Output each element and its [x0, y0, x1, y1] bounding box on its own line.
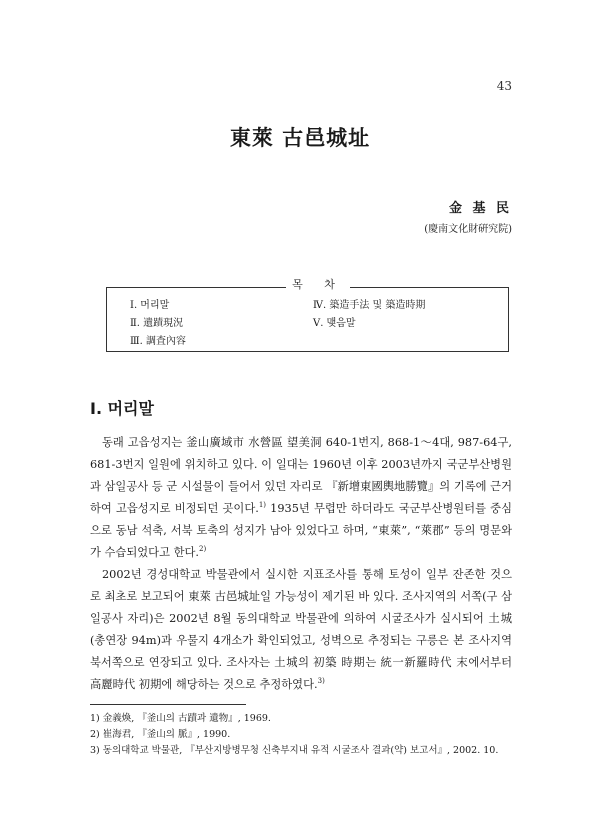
paragraph-text: 1935년 무렵만 하더라도 국군부산병원터를 중심으로 동남 석축, 서북 토축의 성지가 남아 있었다고 하며, “東萊”, “萊郡” 등의 명문와가 수습되었다고 한다.	[90, 502, 512, 559]
toc-heading: 목 차	[286, 276, 350, 292]
footnote-ref: 1)	[258, 501, 267, 510]
author-name: 金 基 民	[448, 201, 512, 216]
toc-item: Ⅴ. 맺음말	[313, 318, 356, 329]
paper-title: 東萊 古邑城址	[229, 125, 371, 150]
footnote: 3) 동의대학교 박물관, 『부산지방병무청 신축부지내 유적 시굴조사 결과(약) 보고서』, 2002. 10.	[90, 745, 499, 756]
author-affiliation: (慶南文化財硏究院)	[424, 224, 512, 235]
footnote-ref: 3)	[317, 677, 325, 686]
footnotes	[90, 711, 498, 759]
toc-item: Ⅳ. 築造手法 및 築造時期	[313, 300, 426, 311]
toc-left-column	[130, 297, 186, 351]
footnote-divider	[90, 704, 246, 705]
toc-item: Ⅰ. 머리말	[130, 300, 170, 311]
page-number: 43	[496, 79, 512, 93]
toc-right-column	[313, 297, 425, 333]
footnote: 2) 崔海君, 『釜山의 脈』, 1990.	[90, 729, 231, 740]
body-text	[90, 432, 512, 696]
paragraph	[90, 432, 512, 564]
paragraph-text: 동래 고읍성지는 釜山廣域市 水營區 望美洞 640-1번지, 868-1～4대, 987-64구, 681-3번지 일원에 위치하고 있다. 이 일대는 1960년 이후 2003년까지 국군부산병원과 삼일공사 등 군 시설물이 들어서 있던 자리로 『新增東國輿地勝覽』의 기록에 근거하여 고읍성지로 비정되던 곳이다.	[90, 436, 512, 515]
footnote: 1) 金義煥, 『釜山의 古蹟과 遺物』, 1969.	[90, 713, 271, 724]
toc-item: Ⅱ. 遺蹟現況	[130, 318, 184, 329]
toc-item: Ⅲ. 調査內容	[130, 336, 187, 347]
section-heading: Ⅰ. 머리말	[90, 399, 154, 418]
footnote-ref: 2)	[199, 545, 207, 554]
paragraph-text: 2002년 경성대학교 박물관에서 실시한 지표조사를 통해 토성이 일부 잔존한 것으로 최초로 보고되어 東萊 古邑城址일 가능성이 제기된 바 있다. 조사지역의 서쪽(구 삼일공사 자리)은 2002년 8월 동의대학교 박물관에 의하여 시굴조사가 실시되어 土城(총연장 94m)과 우물지 4개소가 확인되었고, 성벽으로 추정되는 구릉은 본 조사지역 북서쪽으로 연장되고 있다. 조사자는 土城의 初築 時期는 統一新羅時代 末에서부터 高麗時代 初期에 해당하는 것으로 추정하였다.	[90, 568, 512, 691]
paragraph	[90, 564, 512, 696]
